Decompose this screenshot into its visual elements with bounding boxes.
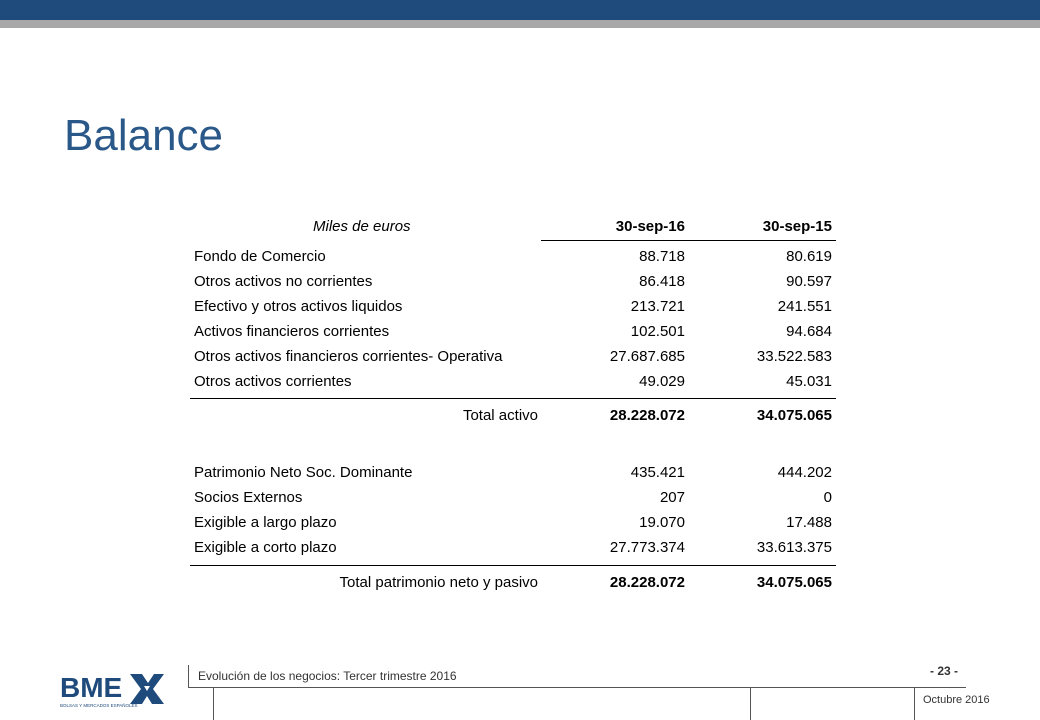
footer-divider (188, 665, 189, 687)
total-liabilities-row (190, 572, 836, 594)
total-assets-label: Total activo (462, 407, 538, 424)
header-underline (541, 240, 836, 241)
footer-date: Octubre 2016 (923, 694, 990, 706)
table-row (190, 346, 836, 368)
liabilities-total-rule (190, 565, 836, 566)
row-value-2015: 33.613.375 (756, 539, 832, 556)
top-banner (0, 0, 1040, 20)
unit-label: Miles de euros (313, 218, 411, 235)
total-liabilities-2015: 34.075.065 (756, 574, 832, 591)
row-value-2015: 33.522.583 (756, 348, 832, 365)
row-label: Patrimonio Neto Soc. Dominante (194, 464, 413, 481)
row-value-2016: 207 (659, 489, 685, 506)
row-value-2015: 94.684 (786, 323, 832, 340)
page-number: - 23 - (930, 664, 959, 678)
footer-divider (914, 687, 915, 720)
table-row (190, 512, 836, 534)
footer-divider (213, 687, 214, 720)
row-label: Exigible a largo plazo (194, 514, 337, 531)
total-assets-2016: 28.228.072 (609, 407, 685, 424)
row-value-2015: 45.031 (786, 373, 832, 390)
page-title: Balance (64, 111, 224, 160)
total-assets-2015: 34.075.065 (756, 407, 832, 424)
table-row (190, 271, 836, 293)
row-value-2015: 80.619 (786, 248, 832, 265)
row-value-2015: 0 (823, 489, 832, 506)
table-row (190, 371, 836, 393)
row-label: Efectivo y otros activos liquidos (194, 298, 403, 315)
row-value-2016: 27.687.685 (609, 348, 685, 365)
footer-divider (750, 687, 751, 720)
table-row (190, 462, 836, 484)
column-header-1: 30-sep-16 (615, 218, 685, 235)
row-value-2016: 49.029 (639, 373, 685, 390)
row-value-2016: 102.501 (630, 323, 685, 340)
table-row (190, 321, 836, 343)
table-row (190, 246, 836, 268)
row-value-2016: 19.070 (639, 514, 685, 531)
table-row (190, 296, 836, 318)
table-row (190, 537, 836, 559)
column-header-2: 30-sep-15 (762, 218, 832, 235)
row-value-2016: 213.721 (630, 298, 685, 315)
row-value-2015: 17.488 (786, 514, 832, 531)
row-value-2015: 90.597 (786, 273, 832, 290)
row-label: Activos financieros corrientes (194, 323, 390, 340)
total-liabilities-label: Total patrimonio neto y pasivo (339, 574, 538, 591)
row-label: Otros activos corrientes (194, 373, 352, 390)
row-label: Fondo de Comercio (194, 248, 326, 265)
bme-logo (60, 670, 164, 710)
top-banner-stripe (0, 20, 1040, 28)
row-value-2015: 241.551 (777, 298, 832, 315)
row-value-2016: 27.773.374 (609, 539, 685, 556)
row-label: Exigible a corto plazo (194, 539, 337, 556)
row-label: Otros activos financieros corrientes- Operativa (194, 348, 503, 365)
logo-wordmark: BME (60, 672, 123, 703)
logo-tagline: BOLSAS Y MERCADOS ESPAÑOLES (60, 703, 138, 708)
row-label: Otros activos no corrientes (194, 273, 373, 290)
total-assets-row (190, 405, 836, 427)
row-value-2016: 435.421 (630, 464, 685, 481)
row-value-2016: 88.718 (639, 248, 685, 265)
total-liabilities-2016: 28.228.072 (609, 574, 685, 591)
assets-total-rule (190, 398, 836, 399)
footer-subtitle: Evolución de los negocios: Tercer trimestre 2016 (198, 669, 457, 683)
row-value-2016: 86.418 (639, 273, 685, 290)
footer-rule (188, 687, 966, 688)
row-label: Socios Externos (194, 489, 303, 506)
table-row (190, 487, 836, 509)
row-value-2015: 444.202 (777, 464, 832, 481)
